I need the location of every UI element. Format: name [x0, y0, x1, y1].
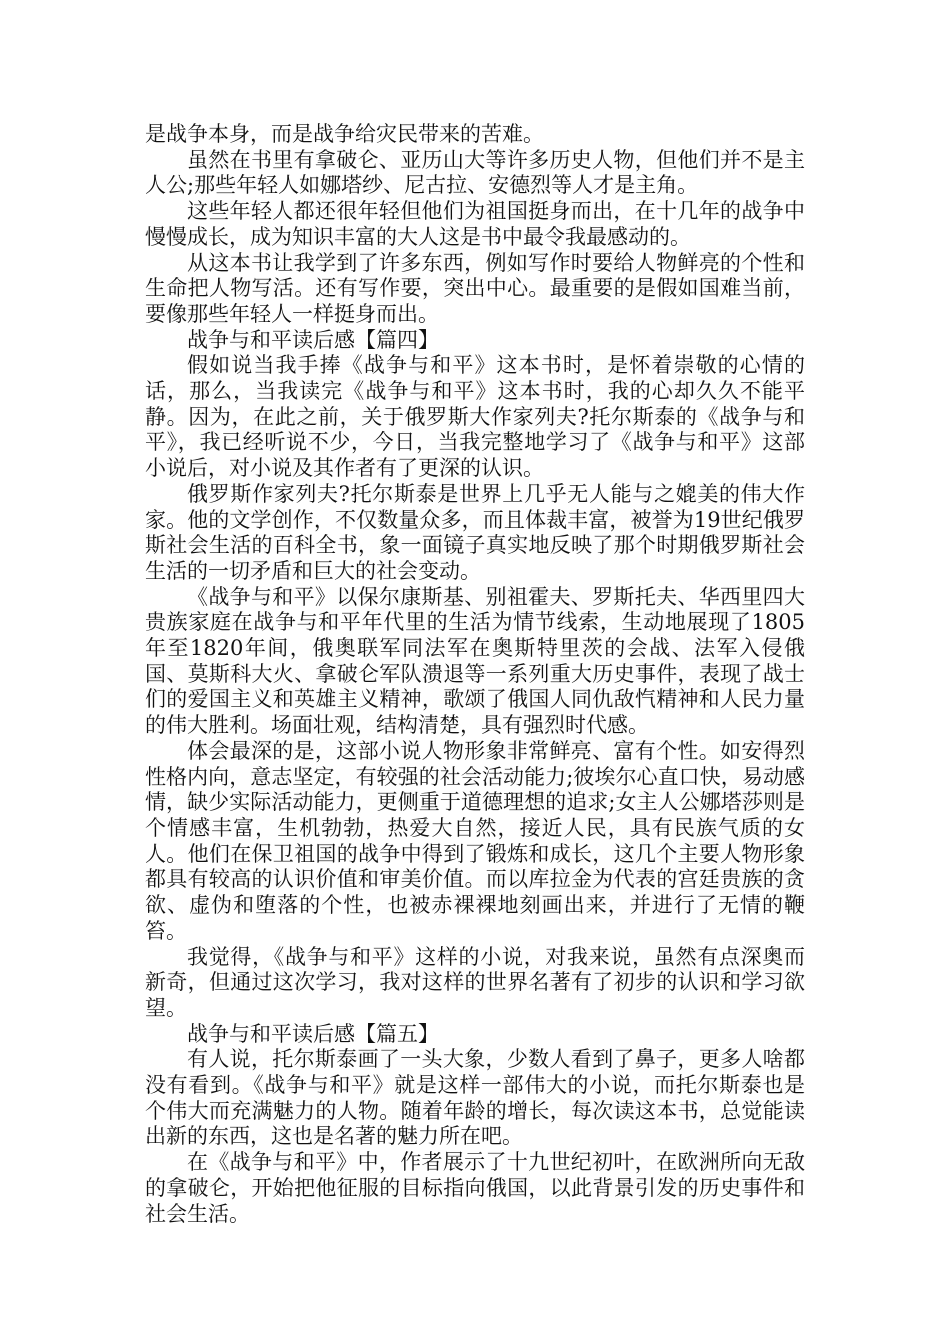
- paragraph: 有人说，托尔斯泰画了一头大象，少数人看到了鼻子，更多人啥都没有看到。《战争与和平》就是这样一部伟大的小说，而托尔斯泰也是个伟大而充满魅力的人物。随着年龄的增长，每次读这本书，总觉能读出新的东西，这也是名著的魅力所在吧。: [145, 1047, 805, 1149]
- paragraph: 从这本书让我学到了许多东西，例如写作时要给人物鲜亮的个性和生命把人物写活。还有写作要，突出中心。最重要的是假如国难当前，要像那些年轻人一样挺身而出。: [145, 250, 805, 326]
- paragraph: 俄罗斯作家列夫?托尔斯泰是世界上几乎无人能与之媲美的伟大作家。他的文学创作，不仅数量众多，而且体裁丰富，被誉为19世纪俄罗斯社会生活的百科全书，象一面镜子真实地反映了那个时期俄罗斯社会生活的一切矛盾和巨大的社会变动。: [145, 481, 805, 583]
- section-heading: 战争与和平读后感【篇五】: [187, 1021, 439, 1046]
- paragraph: 《战争与和平》以保尔康斯基、别祖霍夫、罗斯托夫、华西里四大贵族家庭在战争与和平年代里的生活为情节线索，生动地展现了1805年至1820年间，俄奥联军同法军在奥斯特里茨的会战、法军入侵俄国、莫斯科大火、拿破仑军队溃退等一系列重大历史事件，表现了战士们的爱国主义和英雄主义精神，歌颂了俄国人同仇敌忾精神和人民力量的伟大胜利。场面壮观，结构清楚，具有强烈时代感。: [145, 584, 805, 738]
- paragraph: 假如说当我手捧《战争与和平》这本书时，是怀着崇敬的心情的话，那么，当我读完《战争与和平》这本书时，我的心却久久不能平静。因为，在此之前，关于俄罗斯大作家列夫?托尔斯泰的《战争与和平》，我已经听说不少，今日，当我完整地学习了《战争与和平》这部小说后，对小说及其作者有了更深的认识。: [145, 353, 805, 481]
- paragraph: 体会最深的是，这部小说人物形象非常鲜亮、富有个性。如安得烈性格内向，意志坚定，有较强的社会活动能力;彼埃尔心直口快，易动感情，缺少实际活动能力，更侧重于道德理想的追求;女主人公娜塔莎则是个情感丰富，生机勃勃，热爱大自然，接近人民，具有民族气质的女人。他们在保卫祖国的战争中得到了锻炼和成长，这几个主要人物形象都具有较高的认识价值和审美价值。而以库拉金为代表的宫廷贵族的贪欲、虚伪和堕落的个性，也被赤裸裸地刻画出来，并进行了无情的鞭笞。: [145, 738, 805, 943]
- paragraph-continuation: 是战争本身，而是战争给灾民带来的苦难。: [145, 122, 544, 146]
- paragraph: 虽然在书里有拿破仑、亚历山大等许多历史人物，但他们并不是主人公;那些年轻人如娜塔纱、尼古拉、安德烈等人才是主角。: [145, 147, 805, 198]
- paragraph: 在《战争与和平》中，作者展示了十九世纪初叶，在欧洲所向无敌的拿破仑，开始把他征服的目标指向俄国，以此背景引发的历史事件和社会生活。: [145, 1150, 805, 1226]
- document-page: [145, 122, 805, 1227]
- paragraph: 这些年轻人都还很年轻但他们为祖国挺身而出，在十几年的战争中慢慢成长，成为知识丰富的大人这是书中最令我最感动的。: [145, 199, 805, 249]
- section-heading: 战争与和平读后感【篇四】: [187, 327, 439, 352]
- paragraph: 我觉得，《战争与和平》这样的小说，对我来说，虽然有点深奥而新奇，但通过这次学习，我对这样的世界名著有了初步的认识和学习欲望。: [145, 944, 805, 1020]
